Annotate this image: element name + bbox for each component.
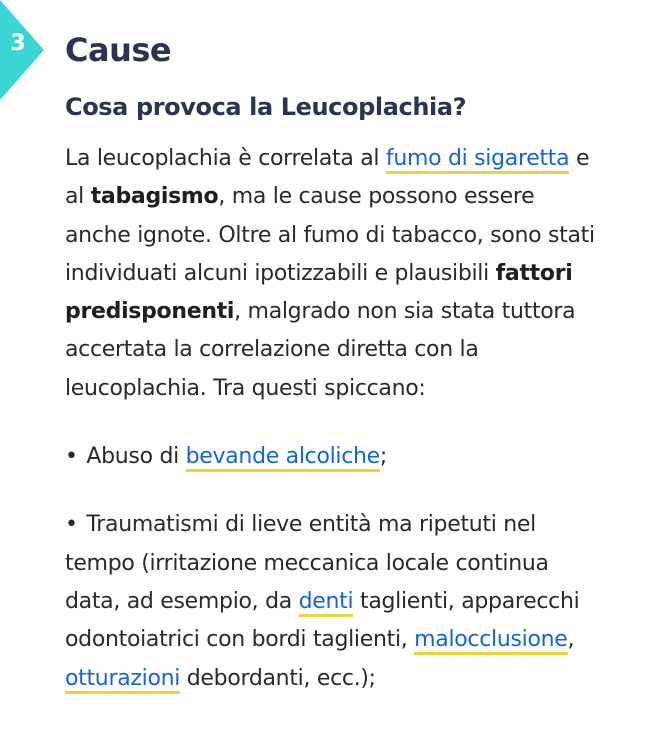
list-item-text: Traumatismi di lieve entità ma ripetuti nel tempo (irritazione meccanica locale continua data, ad esempio, da (65, 512, 549, 614)
bullet-marker: • (65, 512, 85, 538)
list-item (65, 506, 605, 697)
list-item-text: ; (379, 444, 388, 470)
article-content (65, 140, 605, 698)
paragraph-text: , malgrado non sia stata tuttora accertata la correlazione diretta con la leucoplachia. Tra questi spiccano: (65, 299, 576, 401)
bold-term-fattori-predisponenti: fattori predisponenti (65, 260, 573, 325)
link-bevande-alcoliche[interactable]: bevande alcoliche (186, 444, 380, 472)
list-item-text: Abuso di (86, 444, 186, 470)
section-subtitle: Cosa provoca la Leucoplachia? (65, 93, 467, 121)
step-badge (0, 0, 44, 100)
bullet-marker: • (65, 444, 85, 470)
paragraph-text: e al (65, 146, 590, 210)
step-number: 3 (10, 31, 26, 56)
paragraph-text: La leucoplachia è correlata al (65, 146, 386, 171)
list-item-text: taglienti, apparecchi odontoiatrici con bordi taglienti, (65, 588, 580, 653)
bold-term-tabagismo: tabagismo (90, 184, 219, 210)
section-title: Cause (65, 31, 172, 69)
intro-paragraph (65, 140, 605, 408)
list-item-text: debordanti, ecc.); (180, 665, 376, 691)
link-malocclusione[interactable]: malocclusione (414, 627, 567, 655)
list-item-text: , (567, 627, 575, 653)
link-otturazioni[interactable]: otturazioni (65, 666, 180, 694)
paragraph-text: , ma le cause possono essere anche ignote. Oltre al fumo di tabacco, sono stati individuati alcuni ipotizzabili e plausibili (65, 184, 595, 286)
link-denti[interactable]: denti (299, 589, 354, 617)
list-item (65, 438, 605, 476)
link-fumo-di-sigaretta[interactable]: fumo di sigaretta (386, 146, 569, 174)
